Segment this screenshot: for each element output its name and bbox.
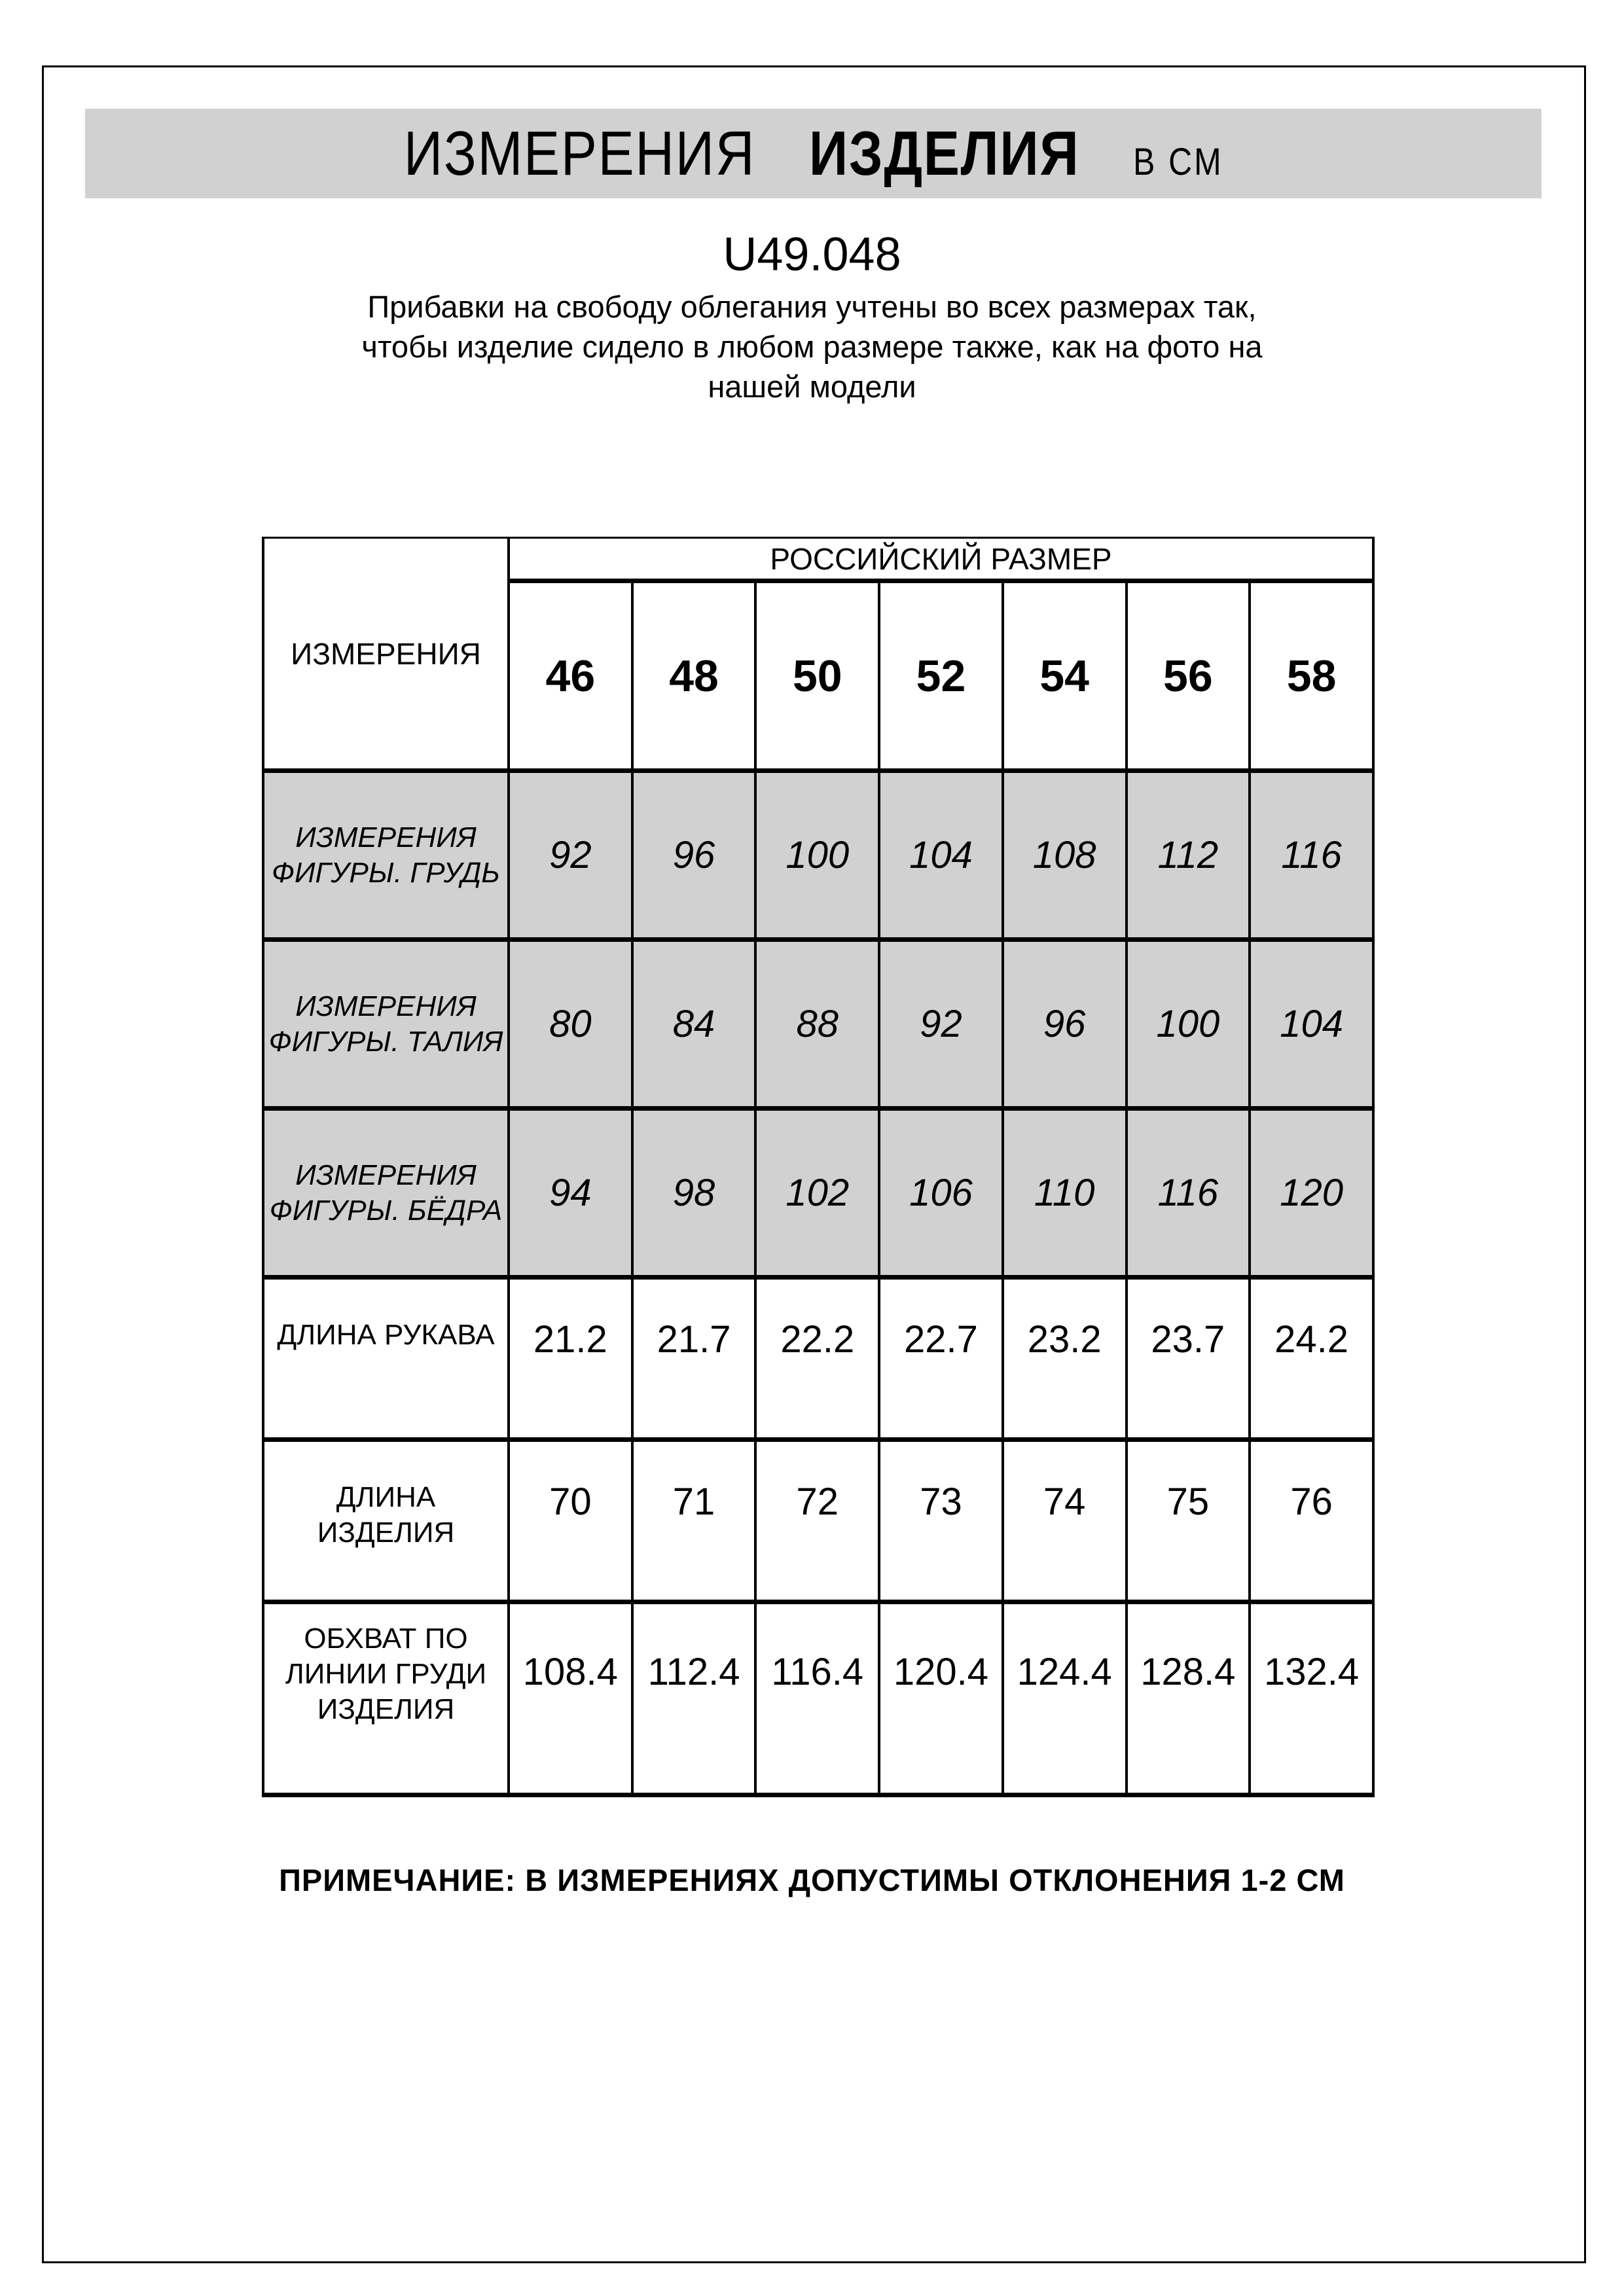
value-cell: 72 [755, 1440, 879, 1602]
size-col-54: 54 [1003, 581, 1127, 771]
value-cell: 21.7 [632, 1278, 756, 1440]
value-cell: 92 [879, 940, 1003, 1109]
table-row [263, 1109, 1373, 1278]
value-cell: 75 [1127, 1440, 1250, 1602]
value-cell: 116.4 [755, 1602, 879, 1795]
row-label: ДЛИНА ИЗДЕЛИЯ [263, 1440, 509, 1602]
value-cell: 98 [632, 1109, 756, 1278]
value-cell: 108 [1003, 771, 1127, 940]
value-cell: 92 [509, 771, 632, 940]
value-cell: 106 [879, 1109, 1003, 1278]
value-cell: 24.2 [1250, 1278, 1373, 1440]
value-cell: 70 [509, 1440, 632, 1602]
row-label: ИЗМЕРЕНИЯ ФИГУРЫ. ТАЛИЯ [263, 940, 509, 1109]
title-bar [85, 109, 1542, 198]
value-cell: 22.7 [879, 1278, 1003, 1440]
value-cell: 104 [1250, 940, 1373, 1109]
article-number: U49.048 [723, 228, 901, 281]
value-cell: 21.2 [509, 1278, 632, 1440]
value-cell: 88 [755, 940, 879, 1109]
page-title [403, 118, 1223, 190]
size-col-58: 58 [1250, 581, 1373, 771]
table-row [263, 940, 1373, 1109]
row-label: ИЗМЕРЕНИЯ ФИГУРЫ. ГРУДЬ [263, 771, 509, 940]
size-table [262, 537, 1375, 1797]
value-cell: 108.4 [509, 1602, 632, 1795]
row-label: ОБХВАТ ПО ЛИНИИ ГРУДИ ИЗДЕЛИЯ [263, 1602, 509, 1795]
description-line: нашей модели [708, 369, 916, 404]
size-col-48: 48 [632, 581, 756, 771]
title-unit-cm: В СМ [1132, 140, 1223, 183]
value-cell: 96 [1003, 940, 1127, 1109]
value-cell: 132.4 [1250, 1602, 1373, 1795]
value-cell: 104 [879, 771, 1003, 940]
value-cell: 74 [1003, 1440, 1127, 1602]
value-cell: 23.2 [1003, 1278, 1127, 1440]
value-cell: 110 [1003, 1109, 1127, 1278]
value-cell: 22.2 [755, 1278, 879, 1440]
value-cell: 80 [509, 940, 632, 1109]
description-line: Прибавки на свободу облегания учтены во всех размерах так, [367, 289, 1257, 324]
value-cell: 128.4 [1127, 1602, 1250, 1795]
russian-size-header: РОССИЙСКИЙ РАЗМЕР [509, 538, 1373, 581]
title-word-product: ИЗДЕЛИЯ [808, 118, 1079, 188]
value-cell: 112 [1127, 771, 1250, 940]
size-header-row [263, 538, 1373, 581]
value-cell: 120 [1250, 1109, 1373, 1278]
value-cell: 71 [632, 1440, 756, 1602]
size-col-46: 46 [509, 581, 632, 771]
value-cell: 116 [1127, 1109, 1250, 1278]
fit-description [0, 287, 1624, 406]
measurements-corner-cell: ИЗМЕРЕНИЯ [263, 538, 509, 771]
value-cell: 73 [879, 1440, 1003, 1602]
value-cell: 124.4 [1003, 1602, 1127, 1795]
value-cell: 94 [509, 1109, 632, 1278]
description-line: чтобы изделие сидело в любом размере также, как на фото на [361, 329, 1263, 364]
value-cell: 120.4 [879, 1602, 1003, 1795]
value-cell: 116 [1250, 771, 1373, 940]
title-word-measurements: ИЗМЕРЕНИЯ [403, 118, 755, 188]
size-col-52: 52 [879, 581, 1003, 771]
table-row [263, 1440, 1373, 1602]
value-cell: 84 [632, 940, 756, 1109]
value-cell: 96 [632, 771, 756, 940]
value-cell: 76 [1250, 1440, 1373, 1602]
row-label: ИЗМЕРЕНИЯ ФИГУРЫ. БЁДРА [263, 1109, 509, 1278]
size-col-56: 56 [1127, 581, 1250, 771]
value-cell: 23.7 [1127, 1278, 1250, 1440]
value-cell: 112.4 [632, 1602, 756, 1795]
table-row [263, 771, 1373, 940]
tolerance-note: ПРИМЕЧАНИЕ: В ИЗМЕРЕНИЯХ ДОПУСТИМЫ ОТКЛОНЕНИЯ 1-2 СМ [279, 1863, 1345, 1897]
row-label: ДЛИНА РУКАВА [263, 1278, 509, 1440]
value-cell: 100 [1127, 940, 1250, 1109]
size-col-50: 50 [755, 581, 879, 771]
value-cell: 100 [755, 771, 879, 940]
table-row [263, 1602, 1373, 1795]
table-row [263, 1278, 1373, 1440]
value-cell: 102 [755, 1109, 879, 1278]
